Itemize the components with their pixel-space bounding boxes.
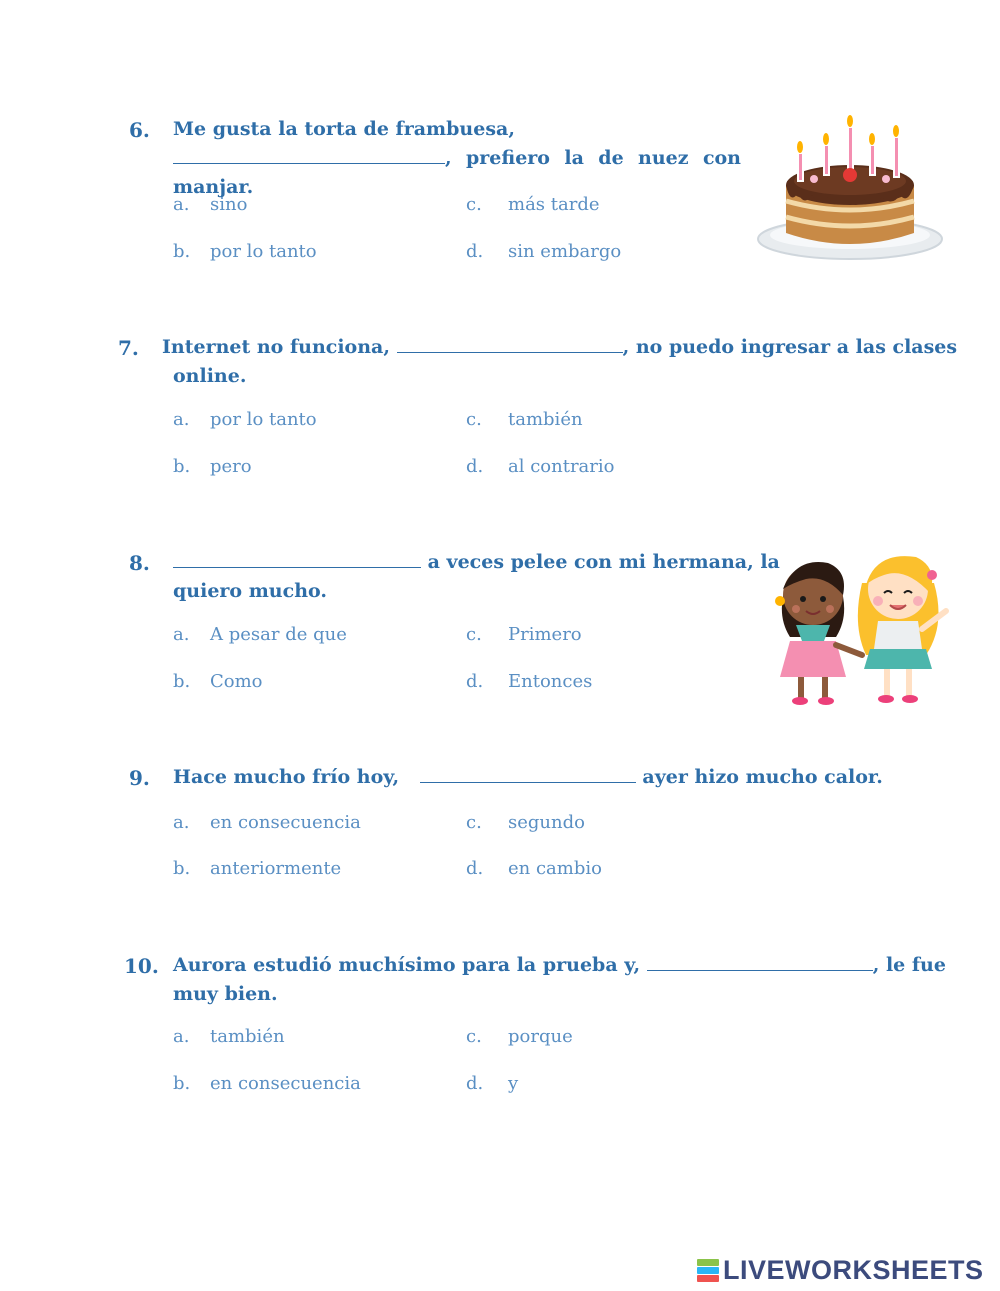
question-stem-after: a veces pelee con mi hermana, la: [427, 551, 780, 573]
liveworksheets-logo: [697, 1255, 993, 1285]
liveworksheets-logo-icon: [697, 1258, 719, 1282]
option-c[interactable]: c. Primero: [466, 624, 582, 645]
option-b[interactable]: b. Como: [173, 671, 263, 692]
question-stem: [173, 115, 741, 202]
option-a[interactable]: a. también: [173, 1026, 285, 1047]
option-d[interactable]: d. y: [466, 1073, 519, 1094]
question-stem-before: Hace mucho frío hoy,: [173, 766, 400, 788]
option-b[interactable]: b. pero: [173, 456, 252, 477]
option-a[interactable]: a. A pesar de que: [173, 624, 347, 645]
two-girls-image: [766, 545, 956, 713]
question-stem: [173, 548, 780, 577]
answer-blank[interactable]: [647, 952, 873, 971]
question-stem-line2: muy bien.: [173, 983, 278, 1005]
option-d[interactable]: d. sin embargo: [466, 241, 622, 262]
question-stem: [173, 951, 946, 980]
option-b[interactable]: b. anteriormente: [173, 858, 342, 879]
question-stem-after: , no puedo ingresar a las clases: [622, 336, 958, 358]
question-stem-after: ayer hizo mucho calor.: [642, 766, 883, 788]
question-stem: [173, 763, 883, 792]
answer-blank[interactable]: [397, 334, 623, 353]
option-c[interactable]: c. también: [466, 409, 583, 430]
question-stem-line2: quiero mucho.: [173, 580, 327, 602]
question-number: 9.: [129, 766, 150, 790]
answer-blank[interactable]: [173, 145, 445, 164]
question-number: 10.: [124, 954, 159, 978]
option-a[interactable]: a. por lo tanto: [173, 409, 317, 430]
birthday-cake-image: [754, 115, 946, 265]
option-d[interactable]: d. al contrario: [466, 456, 615, 477]
option-a[interactable]: a. sino: [173, 194, 248, 215]
question-number: 6.: [129, 118, 150, 142]
answer-blank[interactable]: [173, 549, 421, 568]
question-number: 8.: [129, 551, 150, 575]
option-b[interactable]: b. en consecuencia: [173, 1073, 361, 1094]
option-c[interactable]: c. porque: [466, 1026, 573, 1047]
question-stem-after: , prefiero la de nuez con manjar.: [173, 147, 741, 198]
question-stem-before: Internet no funciona,: [162, 336, 390, 358]
question-stem-before: Aurora estudió muchísimo para la prueba y,: [173, 954, 641, 976]
brand-name: LIVEWORKSHEETS: [723, 1254, 984, 1285]
question-stem: [162, 333, 957, 362]
option-c[interactable]: c. más tarde: [466, 194, 600, 215]
answer-blank[interactable]: [420, 764, 636, 783]
option-a[interactable]: a. en consecuencia: [173, 812, 361, 833]
question-number: 7.: [118, 336, 139, 360]
option-c[interactable]: c. segundo: [466, 812, 585, 833]
option-d[interactable]: d. Entonces: [466, 671, 593, 692]
option-b[interactable]: b. por lo tanto: [173, 241, 317, 262]
question-stem-line1: Me gusta la torta de frambuesa,: [173, 118, 515, 140]
question-stem-after: , le fue: [872, 954, 946, 976]
question-stem-line2: online.: [173, 365, 247, 387]
option-d[interactable]: d. en cambio: [466, 858, 602, 879]
